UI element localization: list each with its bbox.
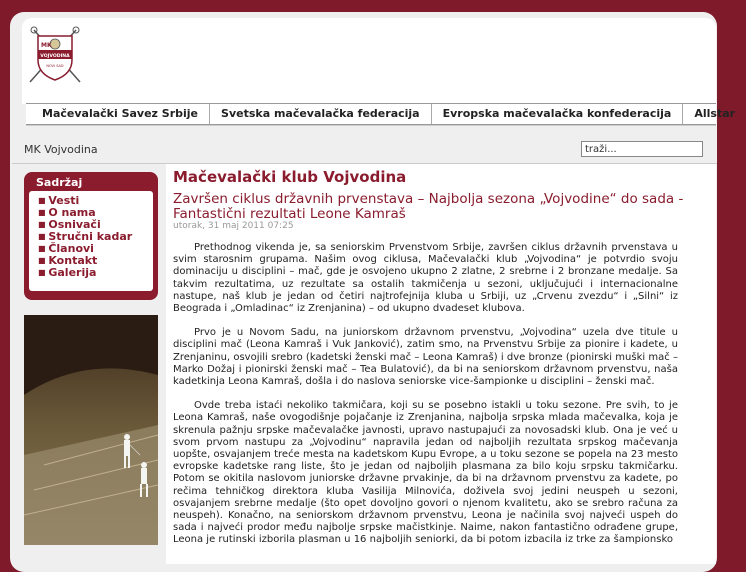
header (22, 18, 716, 104)
sidebar-item-galerija[interactable]: ■ Galerija (38, 267, 153, 279)
logo-text-top: MK (41, 42, 52, 49)
breadcrumb[interactable]: MK Vojvodina (24, 143, 98, 156)
article-paragraph: Prvo je u Novom Sadu, na juniorskom državnom prvenstvu, „Vojvodina“ uzela dve titule u disciplini mač (Leona Kamraš i Vuk Janković), zatim smo, na Prvenstvu Srbije za pionire i kadete, u Zrenjaninu, osvojili srebro (kadetski ženski mač – Leona Kamraš) i dve bronze (pionirski muški mač – Marko Dožaj i pionirski ženski mač – Tea Bulatović), da bi na seniorskom državnom prvenstvu, naša kadetkinja Leona Kamraš, došla i do naslova seniorske vice-šampionke u disciplini – ženski mač. (173, 327, 678, 388)
sidebar-item-clanovi[interactable]: ■ Članovi (38, 243, 153, 255)
nav-item-evropska[interactable]: Evropska mačevalačka konfederacija (432, 104, 684, 124)
article-title[interactable]: Završen ciklus državnih prvenstava – Najbolja sezona „Vojvodine“ do sada - Fantastični rezultati Leone Kamraš (173, 191, 684, 222)
sidebar-list (29, 191, 153, 291)
club-logo[interactable] (24, 24, 86, 86)
nav-item-svetska[interactable]: Svetska mačevalačka federacija (210, 104, 432, 124)
fencing-photo (24, 315, 158, 545)
sidebar-item-o-nama[interactable]: ■ O nama (38, 207, 153, 219)
sidebar-item-kontakt[interactable]: ■ Kontakt (38, 255, 153, 267)
sidebar-item-vesti[interactable]: ■ Vesti (38, 195, 153, 207)
logo-text-band: VOJVODINA (40, 54, 70, 59)
article-paragraph: Prethodnog vikenda je, sa seniorskim Prvenstvom Srbije, završen ciklus državnih prvenstava u svim starosnim grupama. Našim ovog ciklusa, Mačevalački klub „Vojvodina“ je potvrdio svoju dominaciju u disciplini – mač, gde je osvojeno ukupno 2 zlatne, 2 srebrne i 2 bronzane medalje. Sa takvim rezultatima, uz rezultate sa ostalih takmičenja u sezoni, uključujući i internacionalne nastupe, naš klub je jedan od četiri najtrofejnija kluba u Srbiji, uz „Crvenu zvezdu“ i „Silni“ iz Beograda i „Omladinac“ iz Zrenjanina) – od ukupno dvadeset klubova. (173, 242, 678, 315)
nav-item-allstar[interactable]: Allstar (694, 107, 736, 120)
logo-text-year: NOVI SAD (46, 64, 64, 68)
article-paragraph: Ovde treba istaći nekoliko takmičara, koji su se posebno istakli u toku sezone. Pre svih, to je Leona Kamraš, naše ovogodišnje pojačanje iz Zrenjanina, najbolja srpska mlada mačevalka, koja je skrenula pažnju srpske mačevalačke javnosti, upravo nastupajući za novosadski klub. Ona je već u svom prvom nastupu za „Vojvodinu“ napravila jedan od najboljih rezultata srpskog mačevanja uopšte, osvajanjem treće mesta na kadetskom Kupu Evrope, a u toku sezone se popela na 23 mesto evropske kadetske rang liste, što je jedan od najboljih plasmana za bilo koju srpsku takmičarku. Potom se okitila naslovom juniorske državne prvakinje, da bi na državnom prvenstvu za kadete, po rečima tehničkog direktora kluba Vasilija Milnovića, doživela svoj jedini neuspeh u sezoni, osvajanjem srebrne medalje (što opet dovoljno govori o njenom kvalitetu, ako se srebro računa za neuspeh). Konačno, na seniorskom državnom prvenstvu, Leona je načinila svoj najveći uspeh do sada i najveći prodor među najbolje srpske mačistkinje. Naime, nakon fantastično odrađene grupe, Leona je rutinski izborila plasman u 16 najboljih seniorki, da bi potom izbacila iz trke za šampionsko (173, 400, 678, 546)
sidebar-title: Sadržaj (36, 176, 83, 189)
page-title: Mačevalački klub Vojvodina (173, 168, 407, 186)
article-body (173, 242, 678, 559)
sidebar-item-strucni-kadar[interactable]: ■ Stručni kadar (38, 231, 153, 243)
search-input[interactable] (581, 141, 703, 157)
main-nav (26, 103, 736, 125)
nav-item-savez[interactable]: Mačevalački Savez Srbije (26, 104, 210, 124)
sidebar-item-osnivaci[interactable]: ■ Osnivači (38, 219, 153, 231)
article-date: utorak, 31 maj 2011 07:25 (173, 221, 294, 231)
sidebar-menu (24, 172, 158, 300)
